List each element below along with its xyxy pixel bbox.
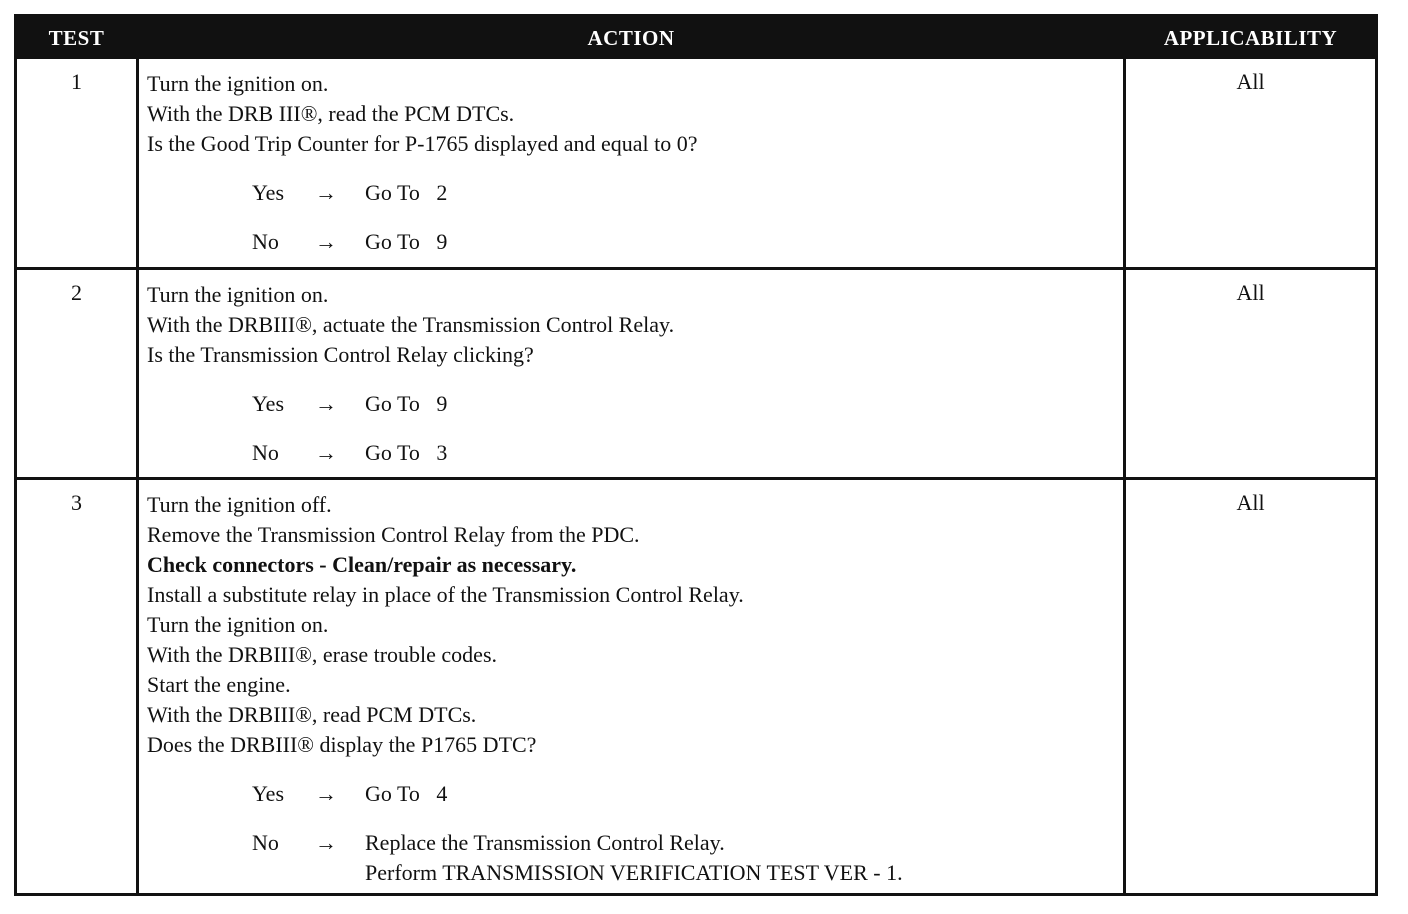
yes-label: Yes	[252, 391, 285, 416]
no-branch	[147, 828, 1117, 888]
yes-branch	[147, 178, 1117, 208]
action-step: Start the engine.	[147, 672, 291, 697]
action-step: Turn the ignition on.	[147, 71, 329, 96]
test-number: 2	[71, 280, 82, 305]
action-step: With the DRBIII®, read PCM DTCs.	[147, 702, 477, 727]
yes-branch	[147, 389, 1117, 419]
arrow-icon: →	[315, 180, 337, 205]
action-step: With the DRBIII®, erase trouble codes.	[147, 642, 498, 667]
action-step: Turn the ignition on.	[147, 282, 329, 307]
no-result-followup: Perform TRANSMISSION VERIFICATION TEST VER - 1.	[365, 860, 903, 885]
yes-result: Go To 4	[365, 781, 448, 806]
diagnostic-table	[14, 14, 1378, 896]
action-step: With the DRB III®, read the PCM DTCs.	[147, 101, 515, 126]
action-step: With the DRBIII®, actuate the Transmission Control Relay.	[147, 312, 675, 337]
arrow-icon: →	[315, 391, 337, 416]
table-row-test-2	[17, 270, 1375, 477]
no-branch	[147, 438, 1117, 468]
test-number: 3	[71, 490, 82, 515]
arrow-icon: →	[315, 830, 337, 855]
arrow-icon: →	[315, 781, 337, 806]
header-action: ACTION	[587, 26, 675, 50]
no-label: No	[252, 830, 279, 855]
action-step: Turn the ignition off.	[147, 492, 332, 517]
action-cell	[147, 490, 1117, 888]
no-result: Replace the Transmission Control Relay.	[365, 830, 725, 855]
arrow-icon: →	[315, 229, 337, 254]
yes-label: Yes	[252, 180, 285, 205]
action-cell	[147, 69, 1117, 257]
table-header	[17, 17, 1375, 59]
action-step: Is the Good Trip Counter for P-1765 displayed and equal to 0?	[147, 131, 698, 156]
yes-label: Yes	[252, 781, 285, 806]
action-step-emphasis: Check connectors - Clean/repair as necessary.	[147, 552, 577, 577]
no-result: Go To 9	[365, 229, 448, 254]
table-row-test-3	[17, 480, 1375, 893]
applicability-value: All	[1236, 280, 1265, 305]
yes-result: Go To 2	[365, 180, 448, 205]
arrow-icon: →	[315, 440, 337, 465]
action-step: Install a substitute relay in place of the Transmission Control Relay.	[147, 582, 744, 607]
test-number: 1	[71, 69, 82, 94]
no-label: No	[252, 229, 279, 254]
header-test: TEST	[48, 26, 105, 50]
action-step: Does the DRBIII® display the P1765 DTC?	[147, 732, 537, 757]
yes-result: Go To 9	[365, 391, 448, 416]
action-step: Is the Transmission Control Relay clicking?	[147, 342, 534, 367]
no-label: No	[252, 440, 279, 465]
header-applicability: APPLICABILITY	[1163, 26, 1338, 50]
action-step: Remove the Transmission Control Relay from the PDC.	[147, 522, 640, 547]
no-result: Go To 3	[365, 440, 448, 465]
yes-branch	[147, 779, 1117, 809]
applicability-value: All	[1236, 490, 1265, 515]
action-cell	[147, 280, 1117, 468]
applicability-value: All	[1236, 69, 1265, 94]
no-branch	[147, 227, 1117, 257]
table-row-test-1	[17, 59, 1375, 267]
action-step: Turn the ignition on.	[147, 612, 329, 637]
